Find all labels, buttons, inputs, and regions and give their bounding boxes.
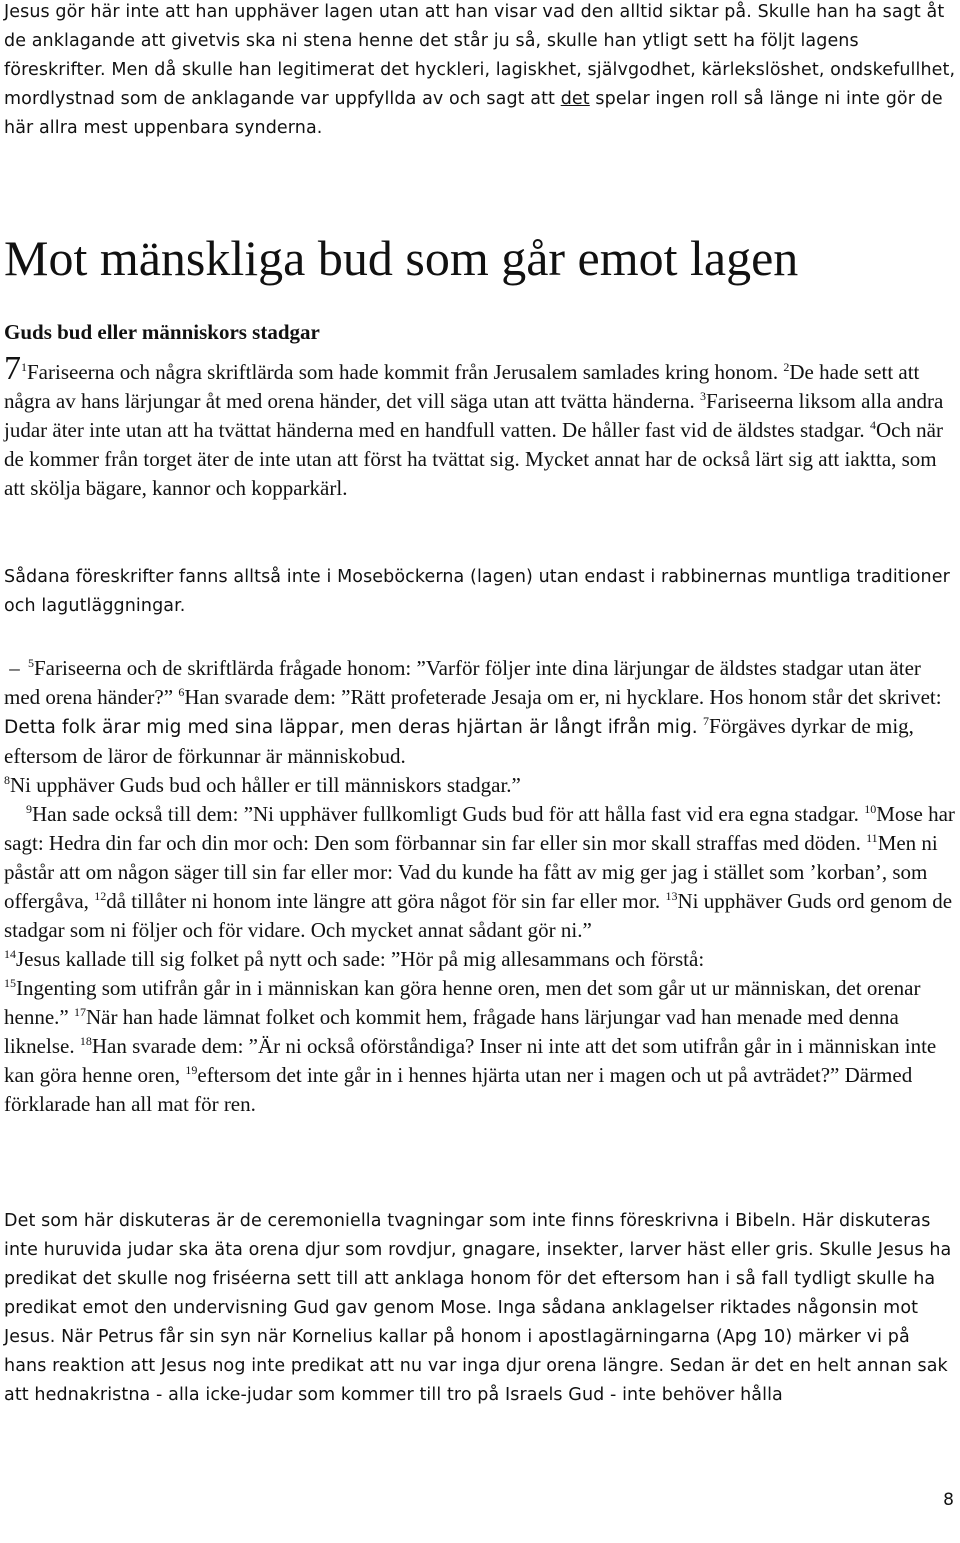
page-number: 8 [943, 1490, 954, 1510]
section-subheading: Guds bud eller människors stadgar [4, 320, 320, 344]
verse-quote: Detta folk ärar mig med sina läppar, men deras hjärtan är långt ifrån mig. [4, 717, 698, 738]
verse-text: Ni upphäver Guds ord genom de stadgar som ni följer och för vidare. Och mycket annat sådant gör ni.” [4, 889, 953, 942]
verse-number: 5 [28, 656, 34, 670]
verse-text: Fariseerna och några skriftlärda som hade kommit från Jerusalem samlades kring honom. [27, 360, 779, 384]
section-heading: Mot mänskliga bud som går emot lagen [4, 230, 799, 286]
verse-text: Han sade också till dem: ”Ni upphäver fullkomligt Guds bud för att hålla fast vid era egna stadgar. [32, 802, 859, 826]
verse-number: 11 [866, 831, 878, 845]
verse-text: Ni upphäver Guds bud och håller er till människors stadgar.” [10, 773, 521, 797]
verse-number: 9 [26, 802, 32, 816]
verse-text: De hade sett att några av hans lärjungar åt med orena händer, det vill säga utan att tvätta händerna. [4, 360, 920, 413]
verse-number: 2 [783, 360, 790, 374]
dash-indent: – [4, 656, 20, 680]
verse-number: 8 [4, 773, 10, 787]
verse-number: 3 [699, 389, 706, 403]
verse-text: Och när de kommer från torget äter de inte utan att först ha tvättat sig. Mycket annat har de också lärt sig att iaktta, som att skölja bägare, kannor och kopparkärl. [4, 418, 943, 500]
verse-number: 10 [864, 802, 877, 816]
verse-number: 7 [703, 714, 710, 728]
intro-text-1: Jesus gör här inte att han upphäver lagen utan att han visar vad den alltid siktar på. Skulle han ha sagt åt de anklagande att givetvis ska ni stena henne det står ju så, skulle han ytligt sett ha följt lagens föreskrifter. Men då skulle han legitimerat det hyckleri, lagiskhet, självgodhet, kärlekslöshet, ondskefullhet, mordlystnad som de anklagande var uppfyllda av och sagt att [4, 2, 956, 109]
verse-text: Mose har sagt: Hedra din far och din mor och: Den som förbannar sin far eller sin mor skall straffas med döden. [4, 802, 955, 855]
verse-number: 19 [185, 1063, 198, 1077]
verse-number: 15 [4, 976, 16, 990]
verse-number: 14 [4, 947, 16, 961]
commentary-paragraph-1: Sådana föreskrifter fanns alltså inte i Moseböckerna (lagen) utan endast i rabbinernas muntliga traditioner och lagutläggningar. [4, 567, 950, 616]
scripture-passage-1 [4, 350, 956, 503]
verse-text: När han hade lämnat folket och kommit hem, frågade hans lärjungar vad han menade med denna liknelse. [4, 1005, 899, 1058]
verse-text: Ingenting som utifrån går in i människan kan göra henne oren, men det som går ut ur människan, det orenar henne.” [4, 976, 921, 1029]
intro-text-2: spelar ingen roll så länge ni inte gör de här allra mest uppenbara synderna. [4, 89, 943, 138]
verse-text: Men ni påstår att om någon säger till sin far eller mor: Vad du kunde ha fått av mig ger jag i stället som ’korban’, som offergåva, [4, 831, 938, 913]
verse-text: då tillåter ni honom inte längre att göra något för sin far eller mor. [106, 889, 661, 913]
verse-number: 4 [869, 418, 876, 432]
verse-number: 1 [21, 360, 27, 374]
intro-underlined-word: det [560, 89, 590, 109]
verse-text: Fariseerna liksom alla andra judar äter inte utan att ha tvättat händerna med en handfull vatten. De håller fast vid de äldstes stadgar. [4, 389, 944, 442]
intro-paragraph [4, 0, 956, 143]
verse-number: 13 [665, 889, 678, 903]
verse-text: Fariseerna och de skriftlärda frågade honom: ”Varför följer inte dina lärjungar de äldstes stadgar utan äter med orena händer?” [4, 656, 921, 709]
chapter-number: 7 [4, 350, 21, 387]
verse-number: 18 [79, 1034, 92, 1048]
verse-text: Förgäves dyrkar de mig, eftersom de läror de förkunnar är människobud. [4, 714, 914, 768]
verse-text: Han svarade dem: ”Rätt profeterade Jesaja om er, ni hycklare. Hos honom står det skrivet: [184, 685, 942, 709]
verse-number: 17 [73, 1005, 86, 1019]
verse-text: Jesus kallade till sig folket på nytt och sade: ”Hör på mig allesammans och förstå: [16, 947, 705, 971]
verse-number: 12 [94, 889, 107, 903]
verse-number: 6 [178, 685, 185, 699]
verse-text: eftersom det inte går in i hennes hjärta utan ner i magen och ut på avträdet?” Därmed förklarade han all mat för ren. [4, 1063, 913, 1116]
verse-text: Han svarade dem: ”Är ni också oförståndiga? Inser ni inte att det som utifrån går in i människan inte kan göra henne oren, [4, 1034, 937, 1087]
scripture-passage-2 [4, 654, 956, 1119]
commentary-paragraph-2: Det som här diskuteras är de ceremoniella tvagningar som inte finns föreskrivna i Bibeln. Här diskuteras inte huruvida judar ska äta orena djur som rovdjur, gnagare, insekter, larver häst eller gris. Skulle Jesus ha predikat det skulle nog friséerna sett till att anklaga honom för det eftersom han i så fall tydligt skulle ha predikat emot den undervisning Gud gav genom Mose. Inga sådana anklagelser riktades någonsin mot Jesus. När Petrus får sin syn när Kornelius kallar på honom i apostlagärningarna (Apg 10) märker vi på hans reaktion att Jesus nog inte predikat att nu var inga djur orena längre. Sedan är det en helt annan sak att hednakristna - alla icke-judar som kommer till tro på Israels Gud - inte behöver hålla [4, 1211, 952, 1405]
